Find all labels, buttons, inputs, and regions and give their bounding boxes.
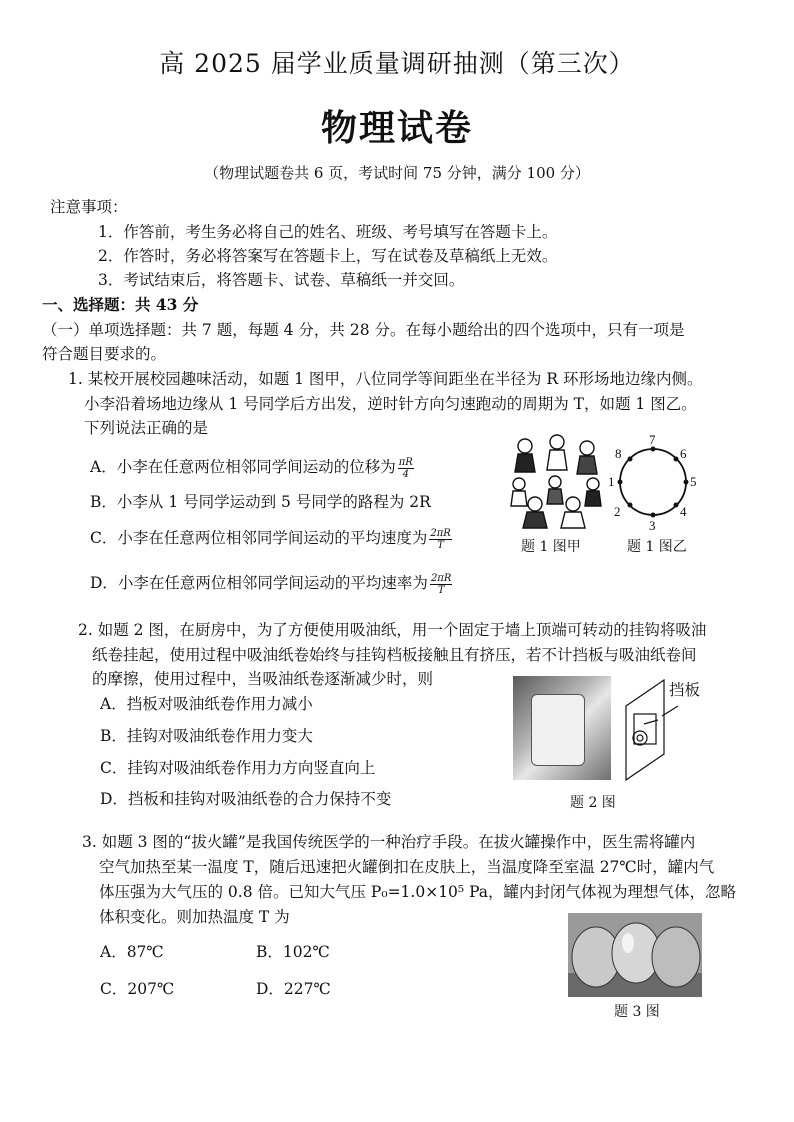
notes-heading: 注意事项： <box>50 198 128 216</box>
figure-3-caption: 题 3 图 <box>614 1004 660 1020</box>
figure-1b-caption: 题 1 图乙 <box>627 539 687 555</box>
q1-stem: 下列说法正确的是 <box>84 419 209 437</box>
note-item: 2．作答时，务必将答案写在答题卡上，写在试卷及草稿纸上无效。 <box>98 247 558 265</box>
figure-1b-circle-diagram <box>610 432 700 532</box>
q2-option-c[interactable]: C．挂钩对吸油纸卷作用力方向竖直向上 <box>100 759 376 777</box>
q3-option-d[interactable]: D．227℃ <box>256 980 331 998</box>
q3-option-b[interactable]: B．102℃ <box>256 943 330 961</box>
note-item: 1．作答前，考生务必将自己的姓名、班级、考号填写在答题卡上。 <box>98 223 558 241</box>
circle-label: 2 <box>614 504 621 519</box>
note-item: 3．考试结束后，将答题卡、试卷、草稿纸一并交回。 <box>98 271 465 289</box>
fraction: $\frac{2\pi R}{T}$ <box>430 527 451 551</box>
fraction: $\frac{\pi R}{4}$ <box>398 456 413 480</box>
exam-title: 高 2025 届学业质量调研抽测（第三次） <box>159 49 635 78</box>
circle-label: 8 <box>615 446 622 461</box>
circle-label: 7 <box>649 432 656 447</box>
figure-1a-children-illustration <box>505 432 607 530</box>
q3-option-c[interactable]: C．207℃ <box>100 980 175 998</box>
q2-option-a[interactable]: A．挡板对吸油纸卷作用力减小 <box>100 695 313 713</box>
q2-stem: 2. 如题 2 图，在厨房中，为了方便使用吸油纸，用一个固定于墙上顶端可转动的挂钩将吸油 <box>78 621 707 639</box>
q1-stem: 1. 某校开展校园趣味活动，如题 1 图甲，八位同学等间距坐在半径为 R 环形场地边缘内侧。 <box>68 370 703 388</box>
circle-label: 5 <box>690 474 697 489</box>
q1-option-d[interactable]: D．小李在任意两位相邻同学间运动的平均速率为 $\frac{2\pi R}{T}$ <box>90 572 452 596</box>
q1-stem: 小李沿着场地边缘从 1 号同学后方出发，逆时针方向匀速跑动的周期为 T，如题 1 图乙。 <box>84 395 697 413</box>
exam-info: （物理试题卷共 6 页，考试时间 75 分钟，满分 100 分） <box>204 164 590 182</box>
part-instructions: 符合题目要求的。 <box>42 345 167 363</box>
subject-title: 物理试卷 <box>320 107 473 149</box>
q2-option-d[interactable]: D．挡板和挂钩对吸油纸卷的合力保持不变 <box>100 790 392 808</box>
q3-stem: 空气加热至某一温度 T，随后迅速把火罐倒扣在皮肤上，当温度降至室温 27℃时，罐内气 <box>99 858 715 876</box>
q3-stem: 体压强为大气压的 0.8 倍。已知大气压 P₀=1.0×10⁵ Pa，罐内封闭气体视为理想气体，忽略 <box>99 883 737 901</box>
circle-label: 1 <box>608 474 615 489</box>
q2-stem: 的摩擦，使用过程中，当吸油纸卷逐渐减少时，则 <box>92 670 434 688</box>
board-label: 挡板 <box>669 681 701 699</box>
section-heading: 一、选择题：共 43 分 <box>42 295 199 314</box>
figure-1a-caption: 题 1 图甲 <box>521 539 581 555</box>
circle-label: 3 <box>649 518 656 533</box>
q2-stem: 纸卷挂起，使用过程中吸油纸卷始终与挂钩档板接触且有挤压，若不计挡板与吸油纸卷间 <box>92 646 697 664</box>
q2-option-b[interactable]: B．挂钩对吸油纸卷作用力变大 <box>100 727 313 745</box>
figure-3-cupping-photo <box>568 913 702 997</box>
circle-label: 6 <box>680 446 687 461</box>
q3-stem: 体积变化。则加热温度 T 为 <box>99 908 290 926</box>
q3-stem: 3. 如题 3 图的“拔火罐”是我国传统医学的一种治疗手段。在拔火罐操作中，医生需将罐内 <box>82 833 696 851</box>
q3-option-a[interactable]: A．87℃ <box>100 943 164 961</box>
q1-option-a[interactable]: A．小李在任意两位相邻同学间运动的位移为 $\frac{\pi R}{4}$ <box>90 456 413 480</box>
figure-2-caption: 题 2 图 <box>570 795 616 811</box>
fraction: $\frac{2\pi R}{T}$ <box>430 572 452 596</box>
q1-option-b[interactable]: B．小李从 1 号同学运动到 5 号同学的路程为 2R <box>90 493 431 511</box>
part-instructions: （一）单项选择题：共 7 题，每题 4 分，共 28 分。在每小题给出的四个选项中，只有一项是 <box>42 321 685 339</box>
q1-option-c[interactable]: C．小李在任意两位相邻同学间运动的平均速度为 $\frac{2\pi R}{T}$ <box>90 527 451 551</box>
figure-2-photo <box>513 676 611 780</box>
circle-label: 4 <box>680 504 687 519</box>
